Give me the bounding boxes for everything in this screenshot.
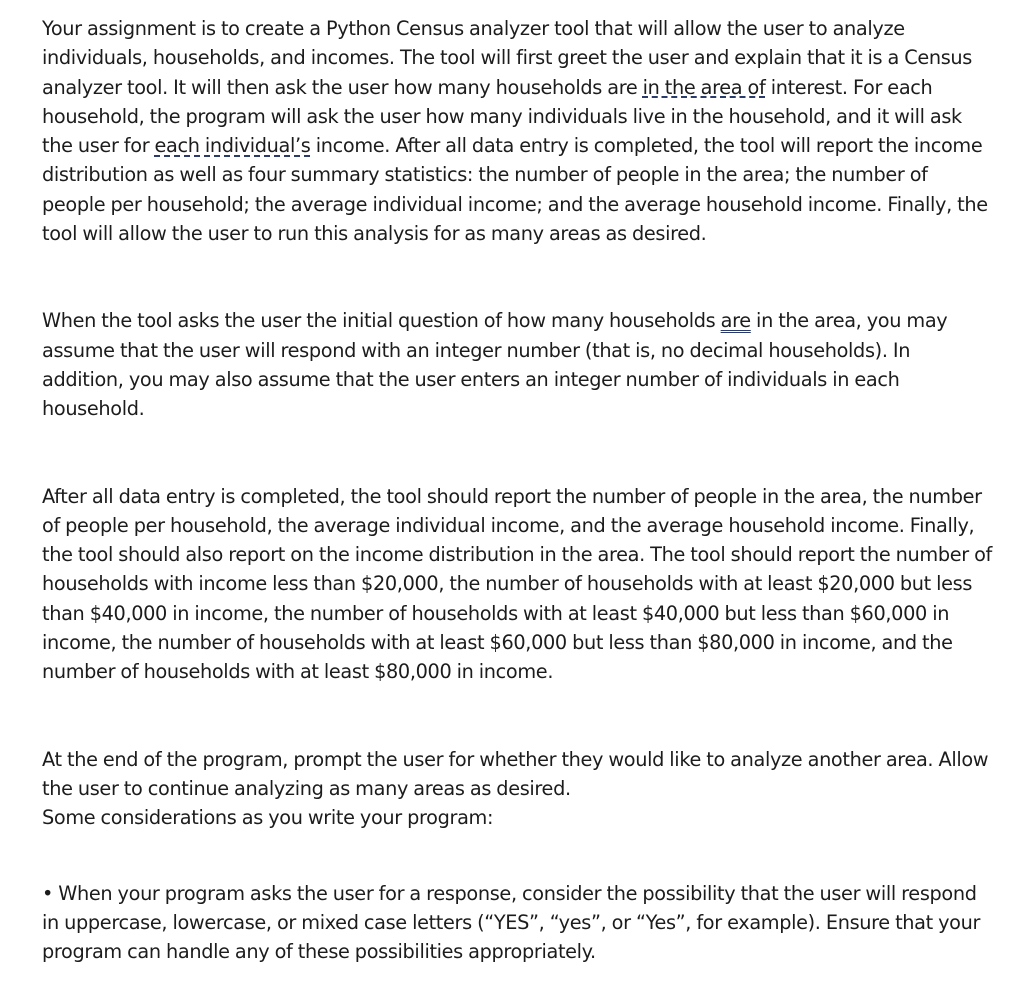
bullet-case-handling xyxy=(42,879,992,967)
paragraph-intro xyxy=(42,14,992,248)
intro-text-part-2: interest. For each household, the program will ask the user how many individuals live in the household, and it will ask the user for xyxy=(42,75,962,158)
paragraph-repeat-analysis: At the end of the program, prompt the user for whether they would like to analyze another area. Allow the user to continue analyzing as many areas as desired. xyxy=(42,747,989,800)
intro-text-part-3: income. After all data entry is completed, the tool will report the income distribution as well as four summary statistics: the number of people in the area; the number of people per household; the average individual income; and the average household income. Finally, the tool will allow the user to run this analysis for as many areas as desired. xyxy=(42,134,988,246)
bullet-marker: • xyxy=(42,881,54,905)
paragraph-assumptions xyxy=(42,306,992,423)
paragraph-reporting: After all data entry is completed, the tool should report the number of people in the area, the number of people per household, the average individual income, and the average household income. Finally, the tool should also report on the income distribution in the area. The tool should report the number of households with income less than $20,000, the number of households with at least $20,000 but less than $40,000 in income, the number of households with at least $40,000 but less than $60,000 in income, the number of households with at least $60,000 but less than $80,000 in income, and the number of households with at least $80,000 in income. xyxy=(42,484,992,684)
proofing-mark-in-the-area-of[interactable]: in the area of xyxy=(642,75,766,99)
bullet-text: When your program asks the user for a response, consider the possibility that the user will respond in uppercase, lowercase, or mixed case letters (“YES”, “yes”, or “Yes”, for example). Ensure that your program can handle any of these possibilities appropriately. xyxy=(42,881,981,964)
assignment-document xyxy=(42,14,992,966)
assumptions-text-part-1: When the tool asks the user the initial question of how many households xyxy=(42,309,721,333)
paragraph-considerations-heading: Some considerations as you write your program: xyxy=(42,806,494,830)
proofing-mark-each-individuals[interactable]: each individual’s xyxy=(154,134,311,158)
intro-text-part-1: Your assignment is to create a Python Census analyzer tool that will allow the user to analyze individuals, households, and incomes. The tool will first greet the user and explain that it is a Census analyzer tool. It will then ask the user how many households are xyxy=(42,17,972,99)
assumptions-text-part-2: in the area, you may assume that the user will respond with an integer number (that is, no decimal households). In addition, you may also assume that the user enters an integer number of individuals in each household. xyxy=(42,309,948,421)
grammar-mark-are[interactable]: are xyxy=(720,309,751,333)
